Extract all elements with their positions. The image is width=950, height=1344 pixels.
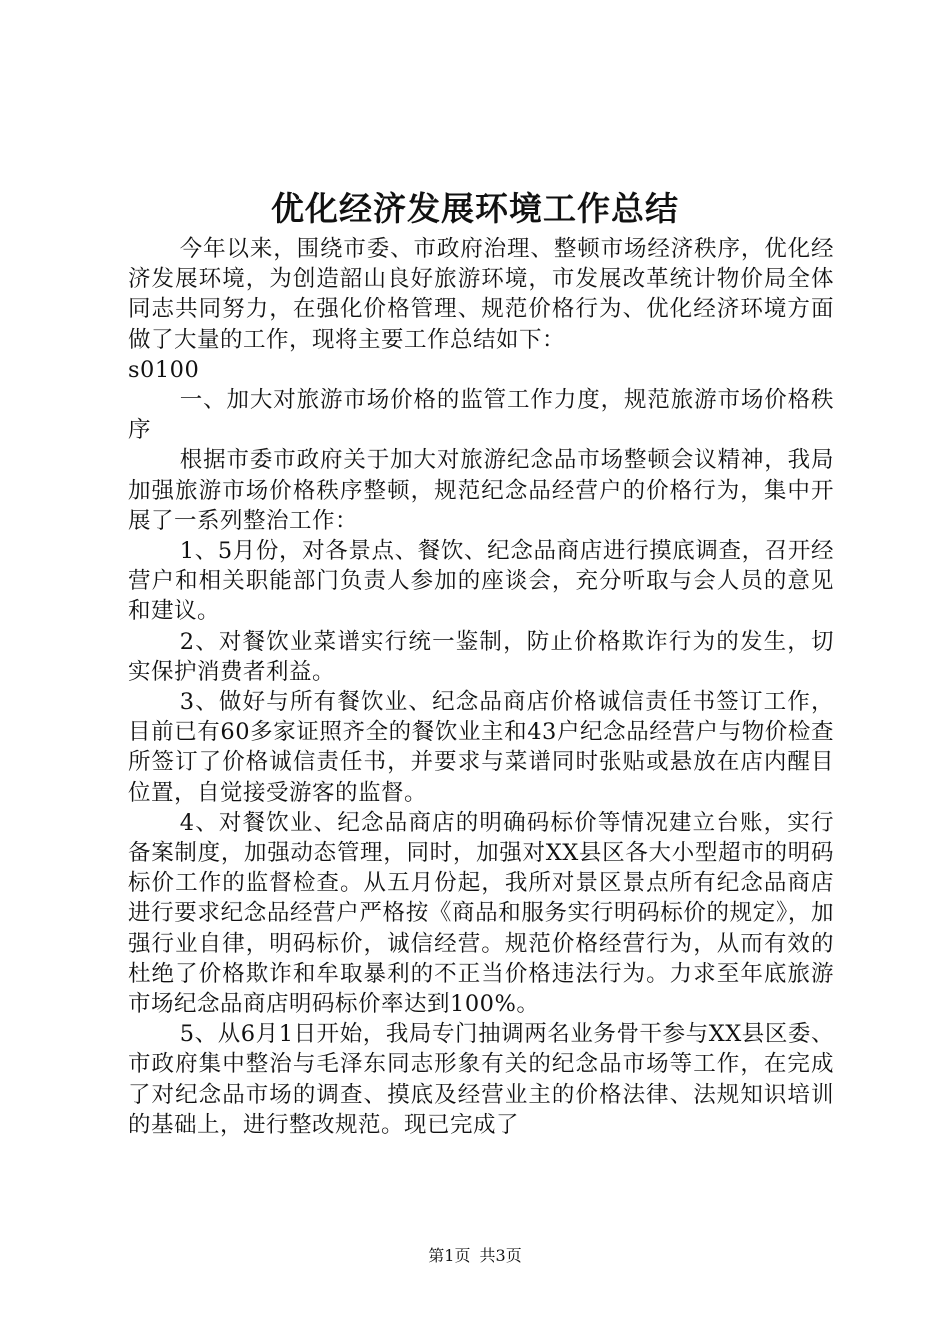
intro-paragraph: 今年以来，围绕市委、市政府治理、整顿市场经济秩序，优化经济发展环境，为创造韶山良好旅游环境，市发展改革统计物价局全体同志共同努力，在强化价格管理、规范价格行为、优化经济环境方面做了大量的工作，现将主要工作总结如下：: [128, 236, 834, 353]
section-heading-1: 一、加大对旅游市场价格的监管工作力度，规范旅游市场价格秩序: [128, 387, 834, 444]
item-2: 2、对餐饮业菜谱实行统一鉴制，防止价格欺诈行为的发生，切实保护消费者利益。: [128, 628, 834, 685]
item-3: 3、做好与所有餐饮业、纪念品商店价格诚信责任书签订工作，目前已有60多家证照齐全的餐饮业主和43户纪念品经营户与物价检查所签订了价格诚信责任书，并要求与菜谱同时张贴或悬放在店内醒目位置，自觉接受游客的监督。: [128, 689, 834, 806]
page-total: 共3页: [479, 1246, 522, 1265]
page-footer: [0, 1245, 950, 1267]
page-number: 第1页: [428, 1246, 471, 1265]
item-5: 5、从6月1日开始，我局专门抽调两名业务骨干参与XX县区委、市政府集中整治与毛泽东同志形象有关的纪念品市场等工作，在完成了对纪念品市场的调查、摸底及经营业主的价格法律、法规知识培训的基础上，进行整改规范。现已完成了: [128, 1021, 834, 1138]
item-1: 1、5月份，对各景点、餐饮、纪念品商店进行摸底调查，召开经营户和相关职能部门负责人参加的座谈会，充分听取与会人员的意见和建议。: [128, 538, 834, 625]
section-1-intro: 根据市委市政府关于加大对旅游纪念品市场整顿会议精神，我局加强旅游市场价格秩序整顿，规范纪念品经营户的价格行为，集中开展了一系列整治工作：: [128, 447, 834, 534]
item-4: 4、对餐饮业、纪念品商店的明确码标价等情况建立台账，实行备案制度，加强动态管理，同时，加强对XX县区各大小型超市的明码标价工作的监督检查。从五月份起，我所对景区景点所有纪念品商店进行要求纪念品经营户严格按《商品和服务实行明码标价的规定》，加强行业自律，明码标价，诚信经营。规范价格经营行为，从而有效的杜绝了价格欺诈和牟取暴利的不正当价格违法行为。力求至年底旅游市场纪念品商店明码标价率达到100%。: [128, 809, 834, 1018]
document-title: 优化经济发展环境工作总结: [271, 189, 679, 228]
document-code: s0100: [128, 356, 200, 383]
document-body: [128, 234, 834, 1140]
